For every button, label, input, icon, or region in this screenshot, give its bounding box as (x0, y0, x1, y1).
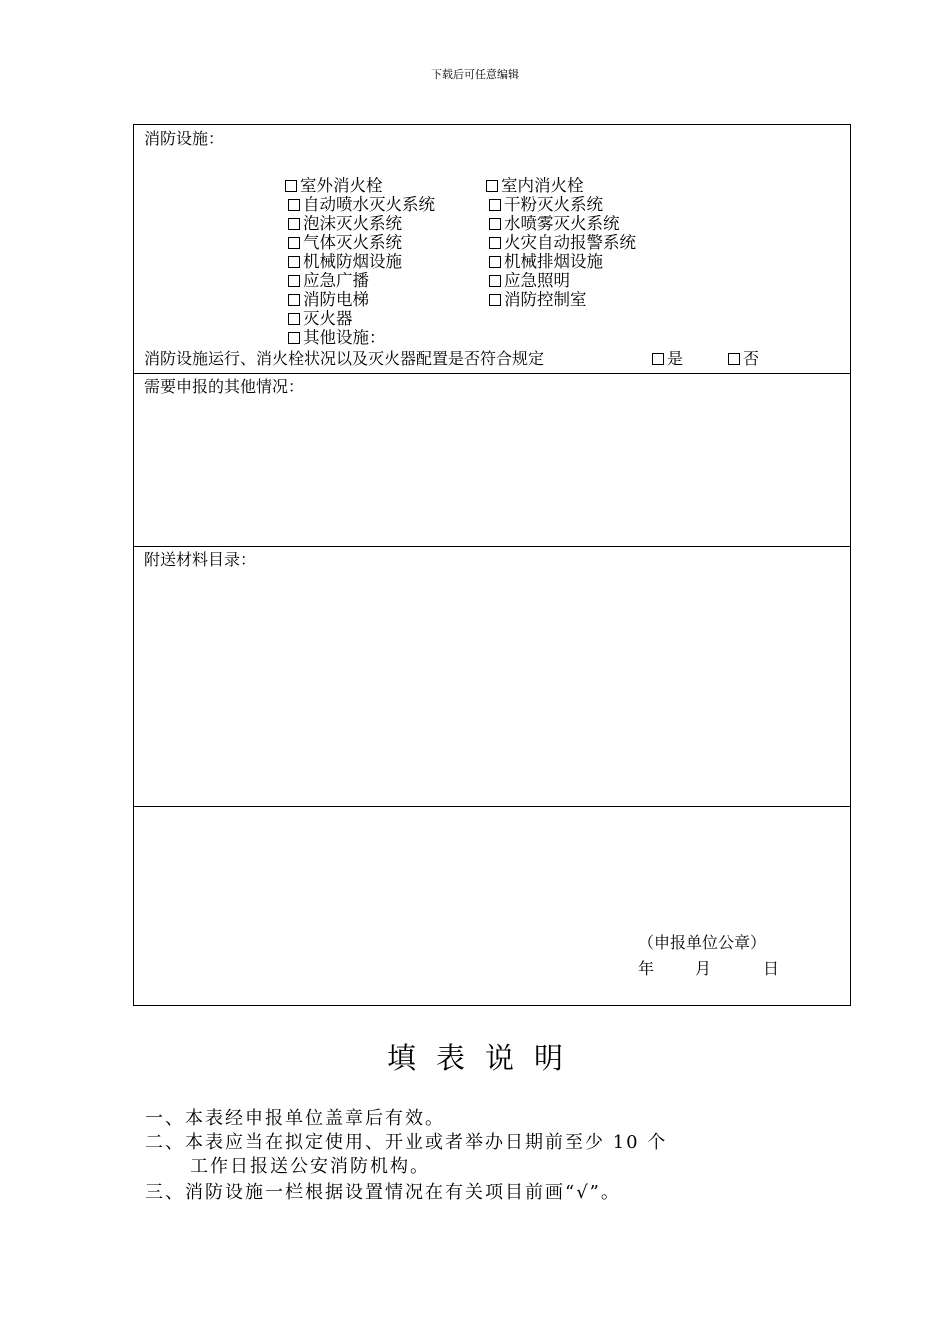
checkbox-icon[interactable] (285, 180, 297, 192)
checkbox-icon[interactable] (489, 199, 501, 211)
checkbox-icon[interactable] (486, 180, 498, 192)
checkbox-icon[interactable] (288, 313, 300, 325)
checkbox-extinguisher[interactable]: 灭火器 (288, 309, 353, 328)
checkbox-icon[interactable] (288, 294, 300, 306)
checkbox-icon[interactable] (288, 237, 300, 249)
date-year: 年 (638, 959, 655, 978)
other-situation-label: 需要申报的其他情况： (144, 377, 305, 396)
instruction-item: 三、消防设施一栏根据设置情况在有关项目前画“√”。 (145, 1182, 621, 1203)
checkbox-icon[interactable] (728, 353, 740, 365)
checkbox-foam-system[interactable]: 泡沫灭火系统 (288, 214, 402, 233)
instruction-item: 二、本表应当在拟定使用、开业或者举办日期前至少 10 个 (145, 1132, 668, 1153)
date-day: 日 (763, 959, 780, 978)
seal-section (134, 806, 850, 1005)
header-note: 下载后可任意编辑 (431, 68, 519, 81)
checkbox-icon[interactable] (288, 332, 300, 344)
checkbox-icon[interactable] (288, 275, 300, 287)
checkbox-emergency-broadcast[interactable]: 应急广播 (288, 271, 369, 290)
compliance-question: 消防设施运行、消火栓状况以及灭火器配置是否符合规定 (144, 349, 545, 368)
checkbox-icon[interactable] (288, 218, 300, 230)
checkbox-icon[interactable] (489, 294, 501, 306)
checkbox-yes[interactable]: 是 (652, 349, 683, 369)
checkbox-icon[interactable] (489, 218, 501, 230)
attached-materials-section[interactable] (134, 546, 850, 807)
seal-text: （申报单位公章） (638, 933, 767, 952)
checkbox-icon[interactable] (652, 353, 664, 365)
date-month: 月 (695, 959, 712, 978)
checkbox-sprinkler-system[interactable]: 自动喷水灭火系统 (288, 195, 435, 214)
checkbox-smoke-prevention[interactable]: 机械防烟设施 (288, 252, 402, 271)
checkbox-no[interactable]: 否 (728, 349, 759, 369)
checkbox-fire-control-room[interactable]: 消防控制室 (489, 290, 587, 309)
checkbox-other-facilities[interactable]: 其他设施： (288, 328, 386, 347)
checkbox-fire-elevator[interactable]: 消防电梯 (288, 290, 369, 309)
checkbox-dry-powder-system[interactable]: 干粉灭火系统 (489, 195, 603, 214)
declaration-form-table (133, 124, 851, 1006)
checkbox-water-mist-system[interactable]: 水喷雾灭火系统 (489, 214, 620, 233)
checkbox-icon[interactable] (288, 256, 300, 268)
instructions-title: 填表说明 (386, 1041, 583, 1075)
checkbox-emergency-lighting[interactable]: 应急照明 (489, 271, 570, 290)
checkbox-gas-system[interactable]: 气体灭火系统 (288, 233, 402, 252)
checkbox-fire-alarm-system[interactable]: 火灾自动报警系统 (489, 233, 636, 252)
attached-materials-label: 附送材料目录： (144, 550, 257, 569)
checkbox-icon[interactable] (489, 237, 501, 249)
checkbox-icon[interactable] (489, 275, 501, 287)
checkbox-indoor-hydrant[interactable]: 室内消火栓 (486, 176, 584, 195)
instruction-item: 工作日报送公安消防机构。 (190, 1156, 430, 1177)
other-situation-section[interactable] (134, 373, 850, 547)
facilities-section (134, 125, 850, 374)
checkbox-smoke-exhaust[interactable]: 机械排烟设施 (489, 252, 603, 271)
checkbox-icon[interactable] (489, 256, 501, 268)
instruction-item: 一、本表经申报单位盖章后有效。 (145, 1108, 445, 1129)
facilities-label: 消防设施： (144, 129, 225, 148)
checkbox-outdoor-hydrant[interactable]: 室外消火栓 (285, 176, 383, 195)
checkbox-icon[interactable] (288, 199, 300, 211)
